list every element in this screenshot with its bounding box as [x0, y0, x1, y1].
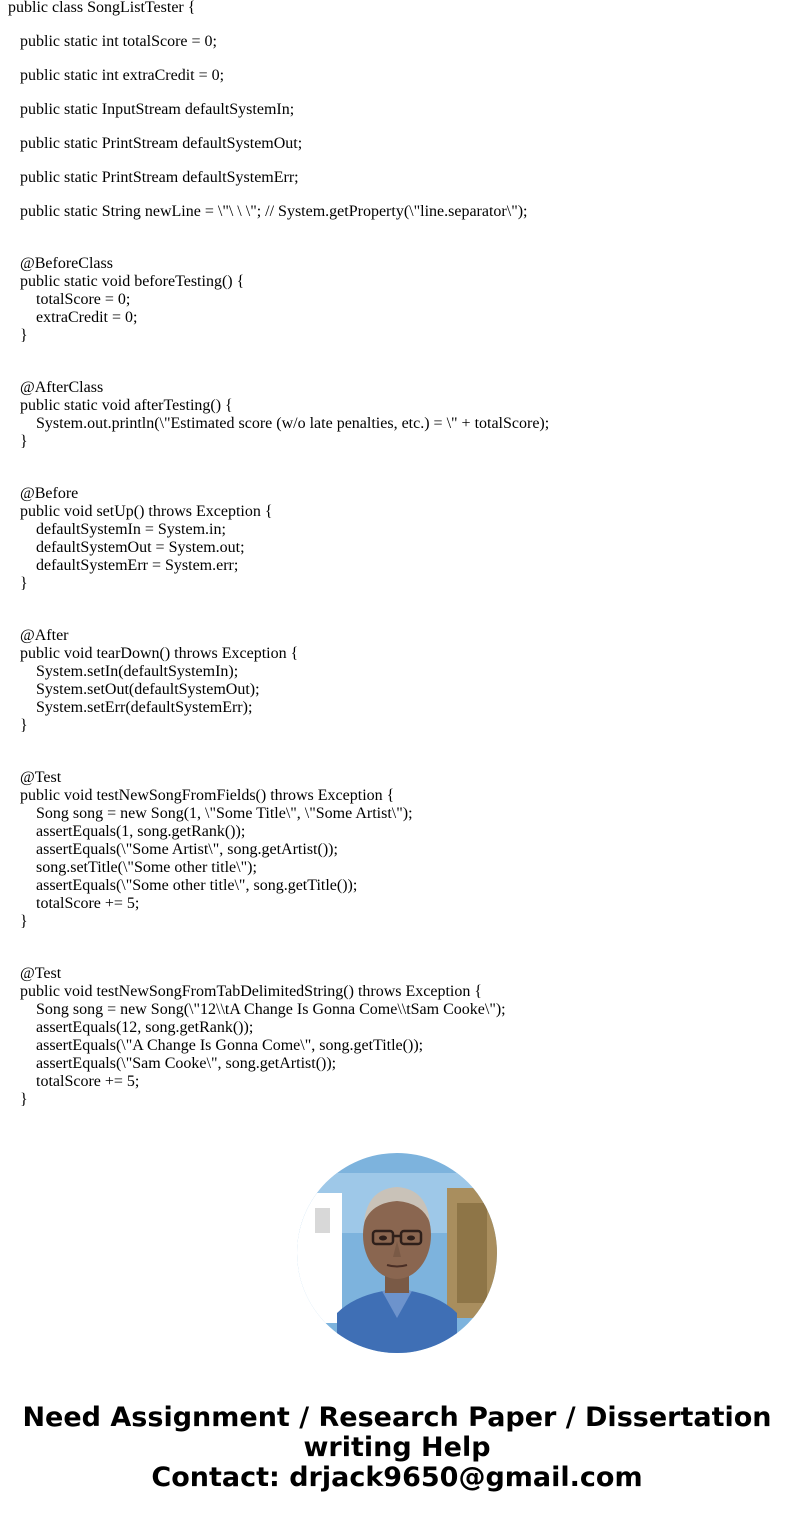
code-line: public void testNewSongFromTabDelimitedString() throws Exception {	[8, 983, 483, 1000]
code-line: System.setIn(defaultSystemIn);	[8, 663, 239, 680]
code-line: System.out.println(\"Estimated score (w/o late penalties, etc.) = \" + totalScore);	[8, 415, 550, 432]
code-line: public void tearDown() throws Exception {	[8, 645, 299, 662]
code-line: @AfterClass	[8, 379, 104, 396]
code-line: Song song = new Song(\"12\\tA Change Is Gonna Come\\tSam Cooke\");	[8, 1001, 506, 1018]
code-line: }	[8, 1091, 28, 1108]
code-line: }	[8, 433, 28, 450]
code-line: @Test	[8, 965, 62, 982]
code-line: assertEquals(1, song.getRank());	[8, 823, 246, 840]
code-line: totalScore = 0;	[8, 291, 131, 308]
code-line: assertEquals(\"A Change Is Gonna Come\", song.getTitle());	[8, 1037, 424, 1054]
code-line: song.setTitle(\"Some other title\");	[8, 859, 257, 876]
code-line: @Before	[8, 485, 79, 502]
contact-banner	[0, 1403, 794, 1493]
code-line: public static String newLine = \"\ \ \"; // System.getProperty(\"line.separator\");	[8, 203, 528, 220]
contact-email: Contact: drjack9650@gmail.com	[151, 1462, 643, 1493]
promo-line: Need Assignment / Research Paper / Dissertation	[22, 1402, 772, 1433]
code-line: public static PrintStream defaultSystemErr;	[8, 169, 299, 186]
code-line: @After	[8, 627, 69, 644]
code-line: @BeforeClass	[8, 255, 113, 272]
code-line: extraCredit = 0;	[8, 309, 138, 326]
code-line: public class SongListTester {	[8, 0, 196, 16]
code-line: defaultSystemErr = System.err;	[8, 557, 239, 574]
code-line: public void setUp() throws Exception {	[8, 503, 273, 520]
code-line: assertEquals(\"Some other title\", song.getTitle());	[8, 877, 358, 894]
code-line: public static int totalScore = 0;	[8, 33, 217, 50]
promo-line: writing Help	[303, 1432, 491, 1463]
code-line: }	[8, 913, 28, 930]
code-line: public static void beforeTesting() {	[8, 273, 245, 290]
code-line: }	[8, 717, 28, 734]
code-line: assertEquals(12, song.getRank());	[8, 1019, 254, 1036]
code-line: assertEquals(\"Sam Cooke\", song.getArtist());	[8, 1055, 337, 1072]
code-line: public static PrintStream defaultSystemOut;	[8, 135, 303, 152]
author-photo	[297, 1153, 497, 1353]
code-line: defaultSystemIn = System.in;	[8, 521, 226, 538]
code-line: totalScore += 5;	[8, 1073, 140, 1090]
code-line: totalScore += 5;	[8, 895, 140, 912]
code-line: public static InputStream defaultSystemIn;	[8, 101, 295, 118]
code-line: }	[8, 575, 28, 592]
code-line: public static int extraCredit = 0;	[8, 67, 225, 84]
code-line: }	[8, 327, 28, 344]
code-line: assertEquals(\"Some Artist\", song.getArtist());	[8, 841, 338, 858]
code-line: public static void afterTesting() {	[8, 397, 233, 414]
code-line: public void testNewSongFromFields() throws Exception {	[8, 787, 395, 804]
code-line: Song song = new Song(1, \"Some Title\", \"Some Artist\");	[8, 805, 413, 822]
code-line: @Test	[8, 769, 62, 786]
code-line: System.setOut(defaultSystemOut);	[8, 681, 260, 698]
code-line: System.setErr(defaultSystemErr);	[8, 699, 253, 716]
code-line: defaultSystemOut = System.out;	[8, 539, 245, 556]
